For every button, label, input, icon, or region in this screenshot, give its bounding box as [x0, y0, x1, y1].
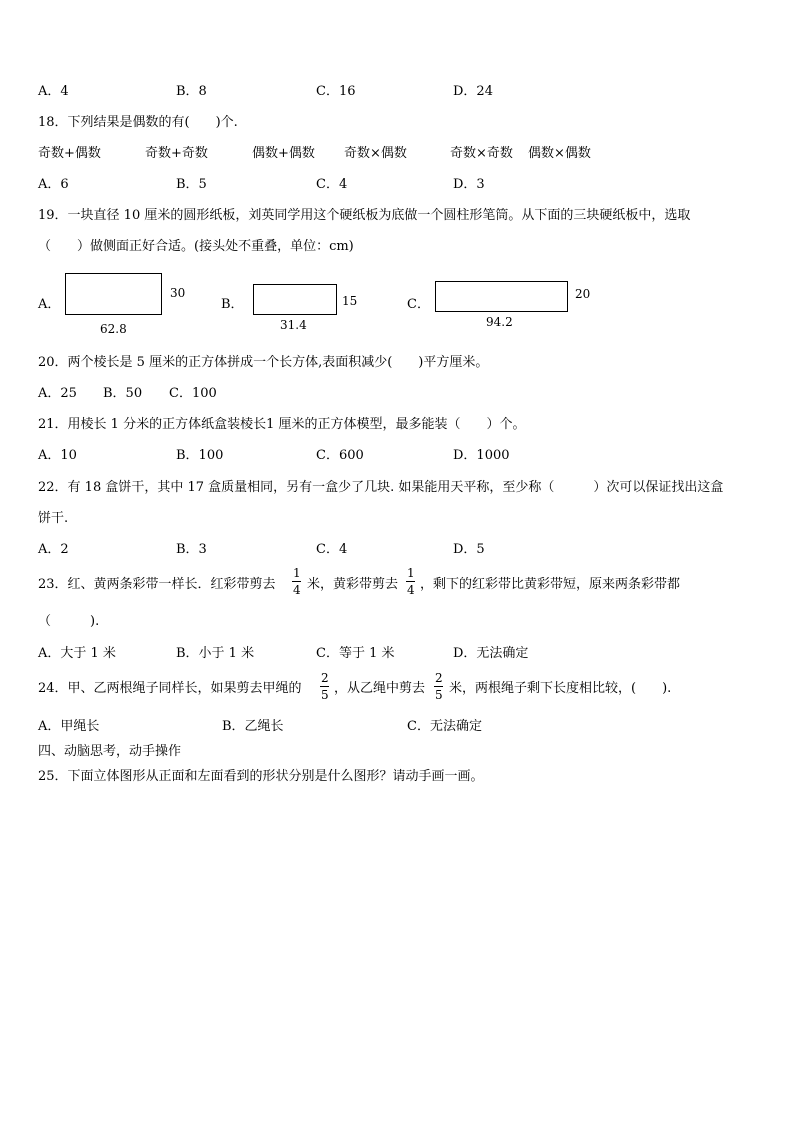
q19-choice-c-label: C．: [407, 297, 430, 312]
q23-question-line2: （ ).: [38, 614, 100, 629]
q22-question-line1: 22．有 18 盒饼干，其中 17 盒质量相同，另有一盒少了几块. 如果能用天平称，至少称（ ）次可以保证找出这盒: [38, 480, 724, 495]
q24-option-b: B．乙绳长: [222, 719, 284, 734]
q18-item: 偶数+偶数: [252, 146, 315, 161]
q19-choice-b-width: 31.4: [280, 318, 307, 332]
q18-item: 奇数×偶数: [344, 146, 407, 161]
q20-option-b: B．50: [103, 386, 143, 401]
q19-choice-a-width: 62.8: [100, 322, 127, 336]
q21-question: 21．用棱长 1 分米的正方体纸盒装棱长1 厘米的正方体模型，最多能装（ ）个。: [38, 417, 526, 432]
q24-question-part3: 米，两根绳子剩下长度相比较，( ).: [449, 681, 672, 696]
q20-question: 20．两个棱长是 5 厘米的正方体拼成一个长方体,表面积减少( )平方厘米。: [38, 355, 489, 370]
q20-option-c: C．100: [169, 386, 217, 401]
q22-option-b: B．3: [176, 542, 207, 557]
q23-option-a: A．大于 1 米: [38, 646, 116, 661]
fraction-bar: [434, 686, 443, 687]
q17-option-a: A．4: [38, 84, 69, 99]
q18-question: 18．下列结果是偶数的有( )个.: [38, 115, 238, 130]
q21-option-c: C．600: [316, 448, 364, 463]
q19-choice-a-height: 30: [170, 286, 186, 300]
q19-choice-b-label: B．: [221, 297, 244, 312]
fraction-numerator: 1: [293, 566, 301, 580]
fraction-numerator: 1: [407, 566, 415, 580]
q18-option-a: A．6: [38, 177, 69, 192]
q18-option-c: C．4: [316, 177, 348, 192]
q23-fraction-yellow: [406, 566, 416, 597]
q18-item: 奇数×奇数: [450, 146, 513, 161]
fraction-denominator: 4: [293, 583, 301, 597]
q18-option-b: B．5: [176, 177, 207, 192]
q19-question-line2: （ ）做侧面正好合适。(接头处不重叠，单位：cm): [38, 239, 354, 254]
q21-option-d: D．1000: [453, 448, 510, 463]
q25-question: 25．下面立体图形从正面和左面看到的形状分别是什么图形？请动手画一画。: [38, 769, 484, 784]
q17-option-d: D．24: [453, 84, 493, 99]
section-4-title: 四、动脑思考，动手操作: [38, 744, 182, 759]
fraction-bar: [320, 686, 329, 687]
q23-option-b: B．小于 1 米: [176, 646, 255, 661]
q19-choice-b-height: 15: [342, 294, 358, 308]
q19-question-line1: 19．一块直径 10 厘米的圆形纸板，刘英同学用这个硬纸板为底做一个圆柱形笔筒。从下面的三块硬纸板中，选取: [38, 208, 691, 223]
q19-choice-a-rectangle: [65, 273, 162, 315]
q24-fraction-yi: [434, 671, 444, 702]
q18-item: 奇数+奇数: [145, 146, 208, 161]
q17-option-c: C．16: [316, 84, 356, 99]
q18-item: 偶数×偶数: [528, 146, 591, 161]
q23-fraction-red: [292, 566, 302, 597]
q18-item: 奇数+偶数: [38, 146, 101, 161]
q23-option-c: C．等于 1 米: [316, 646, 395, 661]
fraction-bar: [406, 581, 415, 582]
q19-choice-c-rectangle: [435, 281, 568, 312]
fraction-numerator: 2: [435, 671, 443, 685]
q17-option-b: B．8: [176, 84, 207, 99]
q19-choice-b-rectangle: [253, 284, 337, 315]
q22-question-line2: 饼干.: [38, 511, 69, 526]
q23-question-part1: 23．红、黄两条彩带一样长．红彩带剪去: [38, 577, 276, 592]
q22-option-c: C．4: [316, 542, 348, 557]
q22-option-d: D．5: [453, 542, 485, 557]
q21-option-b: B．100: [176, 448, 224, 463]
q20-option-a: A．25: [38, 386, 77, 401]
q23-question-part3: ，剩下的红彩带比黄彩带短，原来两条彩带都: [420, 577, 681, 592]
q18-option-d: D．3: [453, 177, 485, 192]
q24-fraction-jia: [320, 671, 330, 702]
q24-option-a: A．甲绳长: [38, 719, 100, 734]
fraction-denominator: 5: [321, 688, 329, 702]
q21-option-a: A．10: [38, 448, 77, 463]
q19-choice-c-width: 94.2: [486, 315, 513, 329]
fraction-denominator: 5: [435, 688, 443, 702]
q24-option-c: C．无法确定: [407, 719, 482, 734]
fraction-numerator: 2: [321, 671, 329, 685]
fraction-denominator: 4: [407, 583, 415, 597]
q19-choice-a-label: A．: [38, 297, 61, 312]
q22-option-a: A．2: [38, 542, 69, 557]
fraction-bar: [292, 581, 301, 582]
q24-question-part1: 24．甲、乙两根绳子同样长，如果剪去甲绳的: [38, 681, 302, 696]
q23-option-d: D．无法确定: [453, 646, 529, 661]
q24-question-part2: ，从乙绳中剪去: [334, 681, 426, 696]
q23-question-part2: 米，黄彩带剪去: [307, 577, 399, 592]
q19-choice-c-height: 20: [575, 287, 591, 301]
